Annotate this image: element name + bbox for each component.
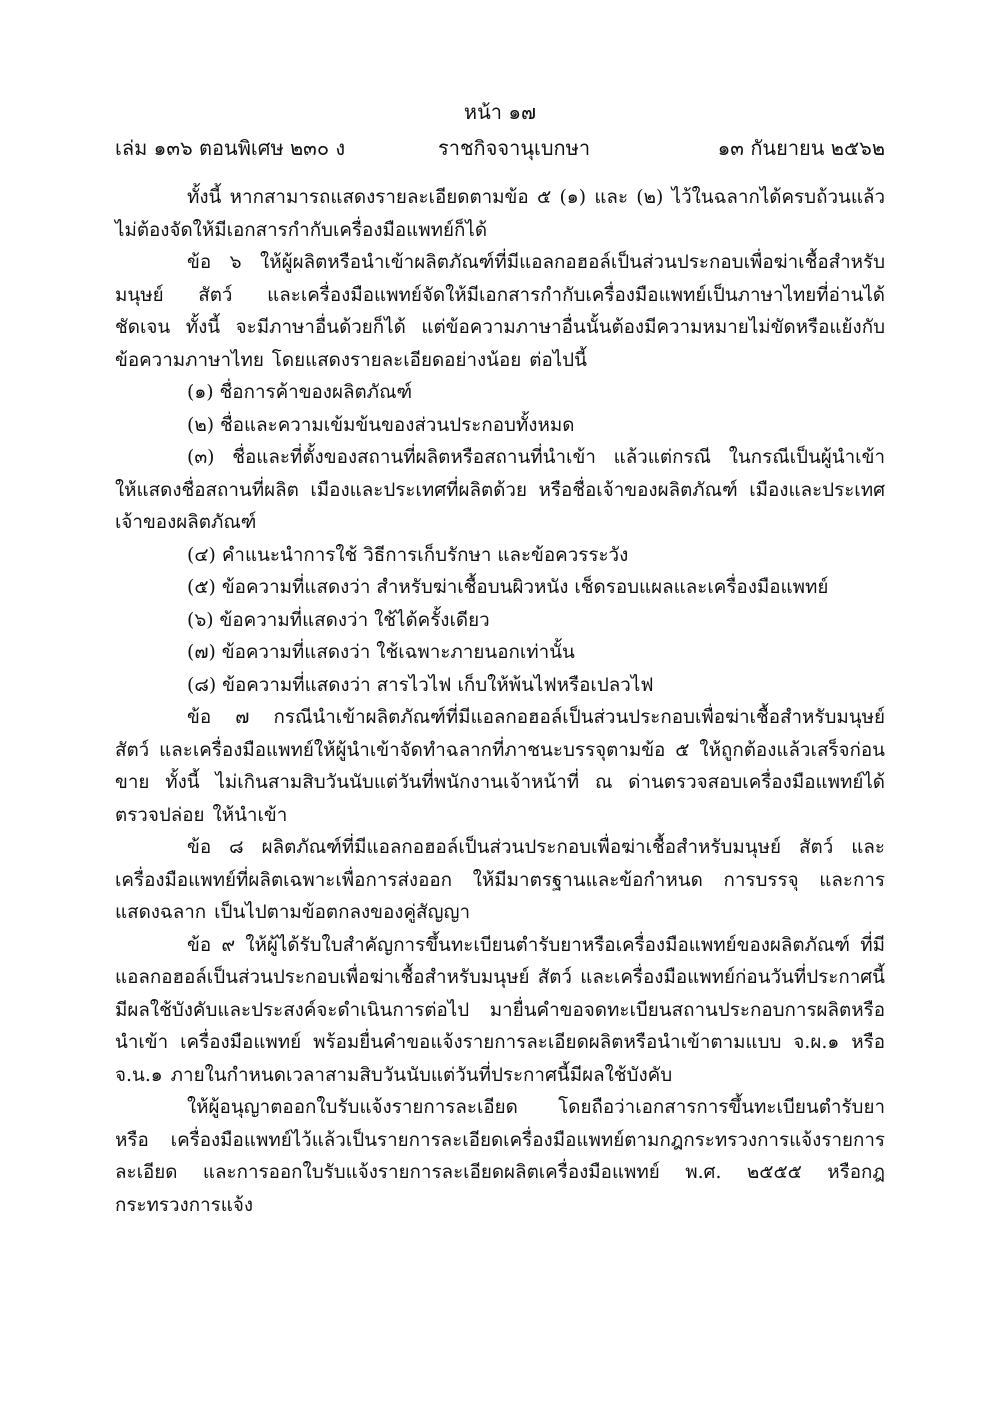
gazette-header — [115, 134, 885, 164]
volume-issue: เล่ม ๑๓๖ ตอนพิเศษ ๒๓๐ ง — [115, 136, 346, 160]
list-item-instructions: (๔) คำแนะนำการใช้ วิธีการเก็บรักษา และข้อควรระวัง — [187, 544, 629, 566]
list-item-single-use: (๖) ข้อความที่แสดงว่า ใช้ได้ครั้งเดียว — [187, 609, 490, 631]
document-body — [115, 182, 885, 1222]
list-item-skin-use: (๕) ข้อความที่แสดงว่า สำหรับฆ่าเชื้อบนผิวหนัง เช็ดรอบแผลและเครื่องมือแพทย์ — [187, 577, 829, 598]
paragraph-label-sufficiency: ทั้งนี้ หากสามารถแสดงรายละเอียดตามข้อ ๕ (๑) และ (๒) ไว้ในฉลากได้ครบถ้วนแล้ว ไม่ต้องจัดให้มีเอกสารกำกับเครื่องมือแพทย์ก็ได้ — [115, 187, 885, 241]
list-item-manufacturer: (๓) ชื่อและที่ตั้งของสถานที่ผลิตหรือสถานที่นำเข้า แล้วแต่กรณี ในกรณีเป็นผู้นำเข้า ให้แสดงชื่อสถานที่ผลิต เมืองและประเทศที่ผลิตด้วย หรือชื่อเจ้าของผลิตภัณฑ์ เมืองและประเทศ เจ้าของผลิตภัณฑ์ — [115, 447, 885, 533]
paragraph-clause-7: ข้อ ๗ กรณีนำเข้าผลิตภัณฑ์ที่มีแอลกอฮอล์เป็นส่วนประกอบเพื่อฆ่าเชื้อสำหรับมนุษย์ สัตว์ และเครื่องมือแพทย์ให้ผู้นำเข้าจัดทำฉลากที่ภาชนะบรรจุตามข้อ ๕ ให้ถูกต้องแล้วเสร็จก่อนขาย ทั้งนี้ ไม่เกินสามสิบวันนับแต่วันที่พนักงานเจ้าหน้าที่ ณ ด่านตรวจสอบเครื่องมือแพทย์ได้ตรวจปล่อย ให้นำเข้า — [115, 707, 885, 826]
paragraph-licensor: ให้ผู้อนุญาตออกใบรับแจ้งรายการละเอียด โดยถือว่าเอกสารการขึ้นทะเบียนตำรับยาหรือ เครื่องมือแพทย์ไว้แล้วเป็นรายการละเอียดเครื่องมือแพทย์ตามกฎกระทรวงการแจ้งรายการละเอียด และการออกใบรับแจ้งรายการละเอียดผลิตเครื่องมือแพทย์ พ.ศ. ๒๕๕๕ หรือกฎกระทรวงการแจ้ง — [115, 1097, 885, 1216]
list-item-external-use: (๗) ข้อความที่แสดงว่า ใช้เฉพาะภายนอกเท่านั้น — [187, 642, 575, 663]
paragraph-clause-9: ข้อ ๙ ให้ผู้ได้รับใบสำคัญการขึ้นทะเบียนตำรับยาหรือเครื่องมือแพทย์ของผลิตภัณฑ์ ที่มีแอลกอฮอล์เป็นส่วนประกอบเพื่อฆ่าเชื้อสำหรับมนุษย์ สัตว์ และเครื่องมือแพทย์ก่อนวันที่ประกาศนี้ มีผลใช้บังคับและประสงค์จะดำเนินการต่อไป มายื่นคำขอจดทะเบียนสถานประกอบการผลิตหรือนำเข้า เครื่องมือแพทย์ พร้อมยื่นคำขอแจ้งรายการละเอียดผลิตหรือนำเข้าตามแบบ จ.ผ.๑ หรือ จ.น.๑ ภายในกำหนดเวลาสามสิบวันนับแต่วันที่ประกาศนี้มีผลใช้บังคับ — [115, 934, 885, 1086]
list-item-ingredients: (๒) ชื่อและความเข้มข้นของส่วนประกอบทั้งหมด — [187, 414, 575, 436]
list-item-flammable: (๘) ข้อความที่แสดงว่า สารไวไฟ เก็บให้พ้นไฟหรือเปลวไฟ — [187, 674, 654, 696]
publication-date: ๑๓ กันยายน ๒๕๖๒ — [717, 136, 885, 160]
paragraph-clause-6: ข้อ ๖ ให้ผู้ผลิตหรือนำเข้าผลิตภัณฑ์ที่มีแอลกอฮอล์เป็นส่วนประกอบเพื่อฆ่าเชื้อสำหรับมนุษย์ สัตว์ และเครื่องมือแพทย์จัดให้มีเอกสารกำกับเครื่องมือแพทย์เป็นภาษาไทยที่อ่านได้ชัดเจน ทั้งนี้ จะมีภาษาอื่นด้วยก็ได้ แต่ข้อความภาษาอื่นนั้นต้องมีความหมายไม่ขัดหรือแย้งกับข้อความภาษาไทย โดยแสดงรายละเอียดอย่างน้อย ต่อไปนี้ — [115, 252, 885, 371]
paragraph-clause-8: ข้อ ๘ ผลิตภัณฑ์ที่มีแอลกอฮอล์เป็นส่วนประกอบเพื่อฆ่าเชื้อสำหรับมนุษย์ สัตว์ และ เครื่องมือแพทย์ที่ผลิตเฉพาะเพื่อการส่งออก ให้มีมาตรฐานและข้อกำหนด การบรรจุ และการแสดงฉลาก เป็นไปตามข้อตกลงของคู่สัญญา — [115, 837, 885, 923]
list-item-trade-name: (๑) ชื่อการค้าของผลิตภัณฑ์ — [187, 382, 413, 403]
page-number: หน้า ๑๗ — [463, 100, 537, 124]
gazette-title: ราชกิจจานุเบกษา — [438, 136, 591, 160]
